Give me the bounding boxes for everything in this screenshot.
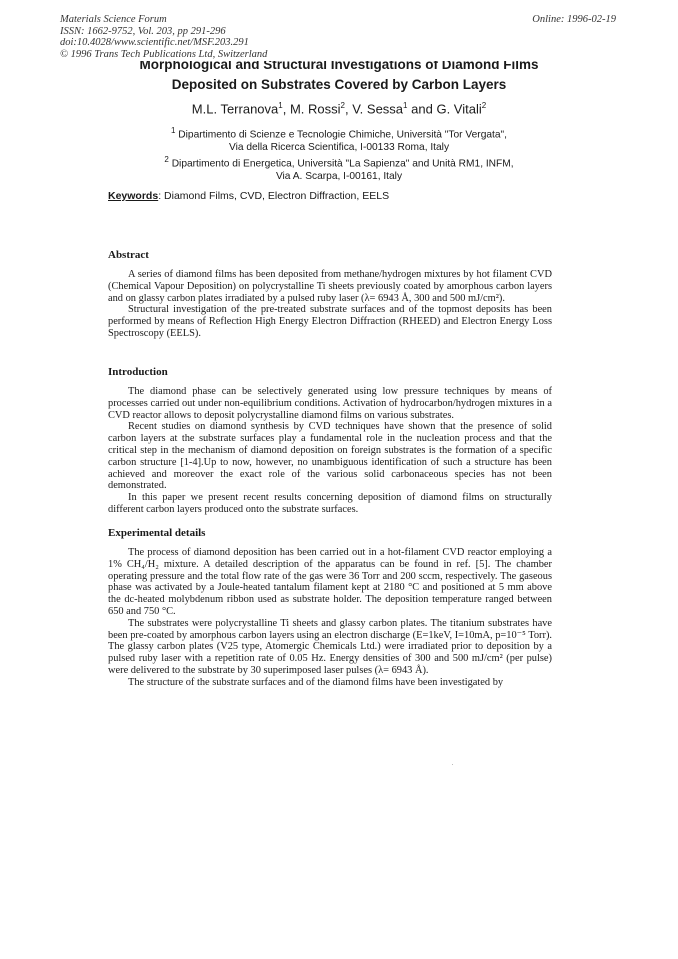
paragraph: In this paper we present recent results concerning deposition of diamond films on structurally different carbon layers produced onto the substrate surfaces.: [108, 492, 552, 515]
abstract-body: [108, 269, 552, 340]
affiliation-1: [0, 124, 678, 154]
paragraph: Recent studies on diamond synthesis by CVD techniques have shown that the presence of solid carbon layers at the substrate surfaces play a fundamental role in the nucleation process and that the critical step in the mechanism of diamond deposition on foreign substrates is the formation of a specific carbon structure [1-4].Up to now, however, no unambiguous identification of such a structure has been achieved and moreover the exact role of the various solid carbonaceous species has not been demonstrated.: [108, 421, 552, 492]
author-affiliation-mark: 2: [340, 101, 345, 110]
author-name: V. Sessa: [352, 101, 404, 117]
journal-name: Materials Science Forum: [60, 14, 167, 25]
author-conjunction: and: [411, 101, 433, 117]
paragraph: Structural investigation of the pre-treated substrate surfaces and of the topmost deposits has been performed by means of Reflection High Energy Electron Diffraction (RHEED) and Electron Energy Loss Spectroscopy (EELS).: [108, 304, 552, 339]
experimental-heading: Experimental details: [108, 527, 206, 539]
affiliation-2: [0, 153, 678, 183]
author-list: M.L. Terranova$^1$, M. Rossi$^2$, V. Sessa$^1$ and G. Vitali$^2$: [191, 101, 487, 117]
paragraph: A series of diamond films has been deposited from methane/hydrogen mixtures by hot filament CVD (Chemical Vapour Deposition) on polycrystalline Ti sheets previously coated by amorphous carbon layers and on glassy carbon plates irradiated by a pulsed ruby laser (λ= 6943 Å, 300 and 500 mJ/cm²).: [108, 269, 552, 304]
affiliation-mark: 2: [164, 155, 169, 164]
copyright-line: © 1996 Trans Tech Publications Ltd, Switzerland: [60, 48, 268, 60]
paragraph: The structure of the substrate surfaces and of the diamond films have been investigated by: [128, 676, 504, 688]
introduction-body: [108, 386, 552, 516]
author-name: G. Vitali: [436, 101, 482, 117]
affiliation-line: Via della Ricerca Scientifica, I-00133 Roma, Italy: [228, 142, 450, 154]
affiliation-line: Dipartimento di Scienze e Tecnologie Chimiche, Università "Tor Vergata",: [178, 129, 507, 141]
author-name: M. Rossi: [289, 101, 341, 117]
affiliation-line: Dipartimento di Energetica, Università "La Sapienza" and Unità RM1, INFM,: [171, 158, 514, 170]
keywords: Keywords: Diamond Films, CVD, Electron Diffraction, EELS: [108, 190, 390, 202]
author-affiliation-mark: 1: [403, 101, 408, 110]
journal-issn: ISSN: 1662-9752, Vol. 203, pp 291-296: [60, 25, 226, 37]
keywords-text: Diamond Films, CVD, Electron Diffraction, EELS: [164, 190, 390, 202]
paragraph: The substrates were polycrystalline Ti sheets and glassy carbon plates. The titanium substrates have been pre-coated by amorphous carbon layers using an electron discharge (E=1keV, I=10mA, p=10⁻⁵ Torr). The glassy carbon plates (V25 type, Atomergic Chemicals Ltd.) were irradiated prior to deposition by a pulsed ruby laser with a repetition rate of 0.05 Hz. Energy densities of 300 and 500 mJ/cm² (per pulse) were delivered to the substrate by 30 superimposed laser pulses (λ= 6943 Å).: [108, 617, 552, 676]
abstract-heading: Abstract: [108, 249, 149, 261]
online-date: Online: 1996-02-19: [532, 14, 616, 25]
author-name: M.L. Terranova: [191, 101, 279, 117]
paragraph: The diamond phase can be selectively generated using low pressure techniques by means of processes carried out under non-equilibrium conditions. Activation of hydrocarbon/hydrogen mixtures in a CVD reactor allows to deposit polycrystalline diamond films on various substrates.: [108, 386, 552, 421]
introduction-heading: Introduction: [108, 366, 168, 378]
author-affiliation-mark: 2: [481, 101, 487, 110]
scan-speck: [452, 764, 453, 765]
affiliation-mark: 1: [171, 126, 176, 135]
journal-metadata: [60, 14, 267, 60]
journal-doi[interactable]: doi:10.4028/www.scientific.net/MSF.203.291: [60, 37, 249, 49]
experimental-body: [108, 547, 552, 689]
paragraph: The process of diamond deposition has been carried out in a hot-filament CVD reactor employing a 1% CH₄/H₂ mixture. A detailed description of the apparatus can be found in ref. [5]. The chamber operating pressure and the total flow rate of the gas were 36 Torr and 200 sccm, respectively. The gaseous phase was activated by a Joule-heated tantalum filament kept at 2180 °C and positioned at 5 mm above the dc-heated molybdenum ribbon used as substrate holder. The deposition temperature ranged between 650 and 750 °C.: [108, 547, 552, 617]
paper-title-line1-text: Morphological and Structural Investigations of Diamond Films: [139, 61, 539, 72]
author-affiliation-mark: 1: [278, 101, 283, 110]
affiliation-line: Via A. Scarpa, I-00161, Italy: [275, 171, 403, 183]
paper-title-line2: Deposited on Substrates Covered by Carbon Layers: [171, 77, 507, 92]
keywords-label: Keywords: [108, 190, 159, 202]
paper-title-line1: [0, 61, 678, 75]
